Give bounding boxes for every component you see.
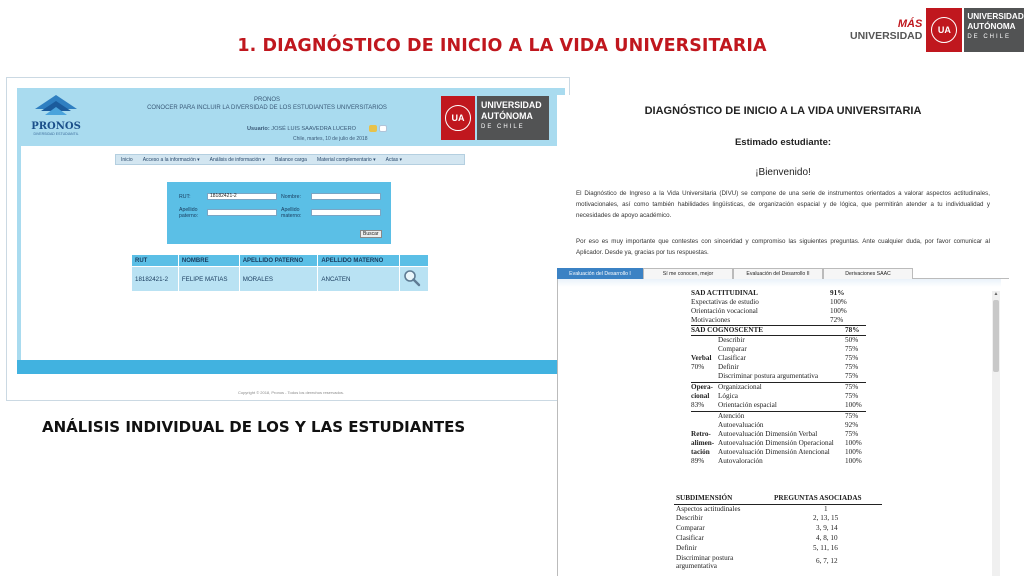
apellido-materno-input[interactable] (311, 209, 381, 216)
sad-cognoscente-title: SAD COGNOSCENTE (691, 326, 764, 334)
rut-label: RUT: (179, 194, 191, 200)
table-cell: Definir (676, 544, 697, 552)
table-cell: Clasificar (718, 354, 746, 362)
pronos-copyright: Copyright © 2018, Pronos - Todos los derechos reservados. (237, 390, 345, 395)
table-cell: 72% (830, 316, 844, 324)
divu-welcome: ¡Bienvenido! (755, 167, 811, 178)
pronos-pyramid-icon (33, 93, 79, 123)
table-cell: Autoevaluación (718, 421, 764, 429)
tab-derivaciones-saac[interactable]: Derivaciones SAAC (823, 268, 913, 279)
group-verbal-pct: 70% (691, 363, 705, 371)
nav-item-balance[interactable]: Balance carga (274, 156, 307, 163)
table-cell: Autoevaluación Dimensión Atencional (718, 448, 830, 456)
sad-cognoscente-pct: 78% (845, 326, 860, 334)
divu-results-panel: SAD ACTITUDINAL 91% Expectativas de estudio 100% Orientación vocacional 100% Motivaciones 72% SAD COGNOSCENTE 78% Verbal 70% Describir 50% Comparar 75% Clasificar 75% Definir 75% Discriminar postura argumentativa 75% Opera- cional 83% Organizacional 75% Lógica 75% Orientación espacial 100% Retro- alimen- tación 89% Atención 75% Autoevaluación 92% Autoevaluación Dimensión Verbal 75% Autoevaluación Dimensión Operacional 100% Autoevaluación Dimensión Atencional 100% Autovaloración 100% SUBDIMENSIÓN PREGUNTAS ASOCIADAS Aspectos actitudinales 1 Describir 2, 13, 15 Comparar 3, 9, 14 Clasificar 4, 8, 10 Definir 5, 11, 16 Discriminar postura argumentativa 6, 7, 12 ▲ (557, 279, 1000, 576)
table-cell: Definir (718, 363, 739, 371)
table-cell: 100% (830, 298, 847, 306)
student-results-table (131, 254, 429, 292)
rut-input[interactable]: 18182421-2 (207, 193, 277, 200)
nombre-label: Nombre: (281, 194, 301, 200)
group-operacional-pct: 83% (691, 401, 705, 409)
table-cell: 6, 7, 12 (816, 557, 838, 565)
table-cell: 50% (845, 336, 859, 344)
group-retroalimentacion-pct: 89% (691, 457, 705, 465)
nav-item-analisis[interactable]: Análisis de información ▾ (209, 156, 265, 163)
column-header: APELLIDO PATERNO (239, 255, 318, 267)
ua-wordmark: UNIVERSIDAD AUTÓNOMA DE CHILE (477, 96, 549, 140)
table-cell: 1 (824, 505, 828, 513)
column-header (400, 255, 429, 267)
table-cell: 5, 11, 16 (813, 544, 838, 552)
group-retroalimentacion-label: Retro- (691, 430, 711, 438)
student-search-form (167, 182, 391, 244)
sad-actitudinal-pct: 91% (830, 289, 845, 297)
table-cell: 75% (845, 363, 859, 371)
table-row[interactable] (132, 267, 429, 292)
table-cell: FELIPE MATIAS (178, 267, 239, 292)
divu-instructions-paragraph: Por eso es muy importante que contestes con sinceridad y compromiso las siguientes preguntas. Ante cualquier duda, por favor comunicar al Aplicador. Desde ya, gracias por tus respuestas. (576, 238, 990, 256)
column-header: RUT (132, 255, 179, 267)
table-cell: Comparar (676, 524, 705, 532)
table-cell: 75% (845, 354, 859, 362)
table-cell: Autovaloración (718, 457, 763, 465)
table-cell: Motivaciones (691, 316, 731, 324)
table-cell: 100% (830, 307, 847, 315)
apellido-paterno-input[interactable] (207, 209, 277, 216)
nav-item-acceso[interactable]: Acceso a la información ▾ (142, 156, 200, 163)
pronos-nav-menu (115, 154, 465, 165)
pronos-screenshot (6, 77, 570, 401)
logout-icon[interactable] (379, 125, 387, 132)
pronos-logo: PRONOS DIVERSIDAD ESTUDIANTIL (25, 93, 87, 143)
table-cell: Atención (718, 412, 745, 420)
scroll-up-icon[interactable]: ▲ (993, 292, 999, 297)
column-header: NOMBRE (178, 255, 239, 267)
table-cell: 2, 13, 15 (813, 514, 839, 522)
group-operacional-label: Opera- (691, 383, 713, 391)
pronos-date: Chile, martes, 10 de julio de 2018 (293, 136, 368, 142)
nombre-input[interactable] (311, 193, 381, 200)
buscar-button[interactable]: Buscar (360, 230, 382, 238)
table-cell: 100% (845, 457, 862, 465)
table-cell: 18182421-2 (132, 267, 179, 292)
scrollbar-thumb[interactable] (993, 300, 999, 372)
table-cell: Organizacional (718, 383, 762, 391)
subdim-header: PREGUNTAS ASOCIADAS (774, 494, 862, 502)
slide-title: 1. DIAGNÓSTICO DE INICIO A LA VIDA UNIVERSITARIA (237, 36, 767, 56)
pronos-footer-bar (17, 360, 565, 374)
tab-evaluacion-desarrollo-1[interactable]: Evaluación del Desarrollo I (557, 268, 643, 279)
table-cell: Orientación vocacional (691, 307, 758, 315)
table-cell: Describir (718, 336, 745, 344)
university-brand-logo (850, 8, 1024, 52)
table-cell: Discriminar postura argumentativa (676, 554, 734, 570)
pronos-header (17, 88, 565, 146)
divu-greeting: Estimado estudiante: (734, 137, 832, 148)
nav-item-inicio[interactable]: Inicio (121, 156, 133, 163)
slide-subtitle: ANÁLISIS INDIVIDUAL DE LOS Y LAS ESTUDIANTES (42, 418, 466, 436)
table-cell: 75% (845, 345, 859, 353)
table-cell: ANCATEN (318, 267, 400, 292)
table-cell: Autoevaluación Dimensión Operacional (718, 439, 834, 447)
ua-crest-icon: UA (441, 96, 475, 140)
divu-tabs (557, 268, 1009, 279)
table-cell: 3, 9, 14 (816, 524, 838, 532)
sad-actitudinal-title: SAD ACTITUDINAL (691, 289, 758, 297)
table-cell: Comparar (718, 345, 747, 353)
table-cell: 75% (845, 412, 859, 420)
apellido-paterno-label: Apellido paterno: (179, 207, 199, 219)
ua-wordmark: UNIVERSIDAD AUTÓNOMA DE CHILE (964, 8, 1024, 52)
nav-item-material[interactable]: Material complementario ▾ (316, 156, 376, 163)
column-header: APELLIDO MATERNO (318, 255, 400, 267)
divu-title: DIAGNÓSTICO DE INICIO A LA VIDA UNIVERSITARIA (644, 105, 922, 117)
table-cell: Discriminar postura argumentativa (718, 372, 819, 380)
ua-crest-icon: UA (926, 8, 962, 52)
settings-icon[interactable] (369, 125, 377, 132)
tab-evaluacion-desarrollo-2[interactable]: Evaluación del Desarrollo II (733, 268, 823, 279)
table-cell: 100% (845, 401, 862, 409)
table-cell: 75% (845, 372, 859, 380)
table-cell: Orientación espacial (718, 401, 777, 409)
table-cell: 75% (845, 430, 859, 438)
vertical-scrollbar[interactable] (992, 291, 1000, 576)
table-cell: 100% (845, 439, 862, 447)
mas-universidad-wordmark: MÁS UNIVERSIDAD (850, 18, 923, 42)
table-cell: 75% (845, 383, 859, 391)
apellido-materno-label: Apellido materno: (281, 207, 302, 219)
table-cell: Autoevaluación Dimensión Verbal (718, 430, 818, 438)
table-cell: 75% (845, 392, 859, 400)
table-cell: Describir (676, 514, 703, 522)
table-cell: 100% (845, 448, 862, 456)
pronos-ua-logo (441, 96, 551, 140)
table-cell: 4, 8, 10 (816, 534, 838, 542)
table-cell: 92% (845, 421, 859, 429)
group-verbal-label: Verbal (691, 354, 712, 362)
table-cell: Clasificar (676, 534, 704, 542)
subdim-header: SUBDIMENSIÓN (676, 494, 733, 502)
tab-si-me-conocen[interactable]: Sí me conocen, mejor (643, 268, 733, 279)
table-cell (400, 267, 429, 292)
pronos-user: Usuario: JOSÉ LUIS SAAVEDRA LUCERO (247, 126, 357, 132)
pronos-heading: PRONOS CONOCER PARA INCLUIR LA DIVERSIDAD DE LOS ESTUDIANTES UNIVERSITARIOS (147, 97, 387, 111)
divu-intro-paragraph: El Diagnóstico de Ingreso a la Vida Universitaria (DIVU) se compone de una serie de instrumentos orientados a valorar aspectos actitudinales, motivacionales, así como también habilidades lingüísticas, de organización espacial y de lógica, que permitirán atender a tu individualidad y necesidades de apoyo académico. (576, 190, 990, 219)
pronos-side-strip (17, 146, 21, 372)
table-cell: MORALES (239, 267, 318, 292)
nav-item-actas[interactable]: Actas ▾ (385, 156, 403, 163)
magnifier-icon[interactable] (403, 269, 421, 287)
table-cell: Aspectos actitudinales (676, 505, 741, 513)
table-cell: Expectativas de estudio (691, 298, 759, 306)
table-cell: Lógica (718, 392, 738, 400)
table-header-row (132, 255, 429, 267)
divu-screenshot (557, 95, 1009, 576)
